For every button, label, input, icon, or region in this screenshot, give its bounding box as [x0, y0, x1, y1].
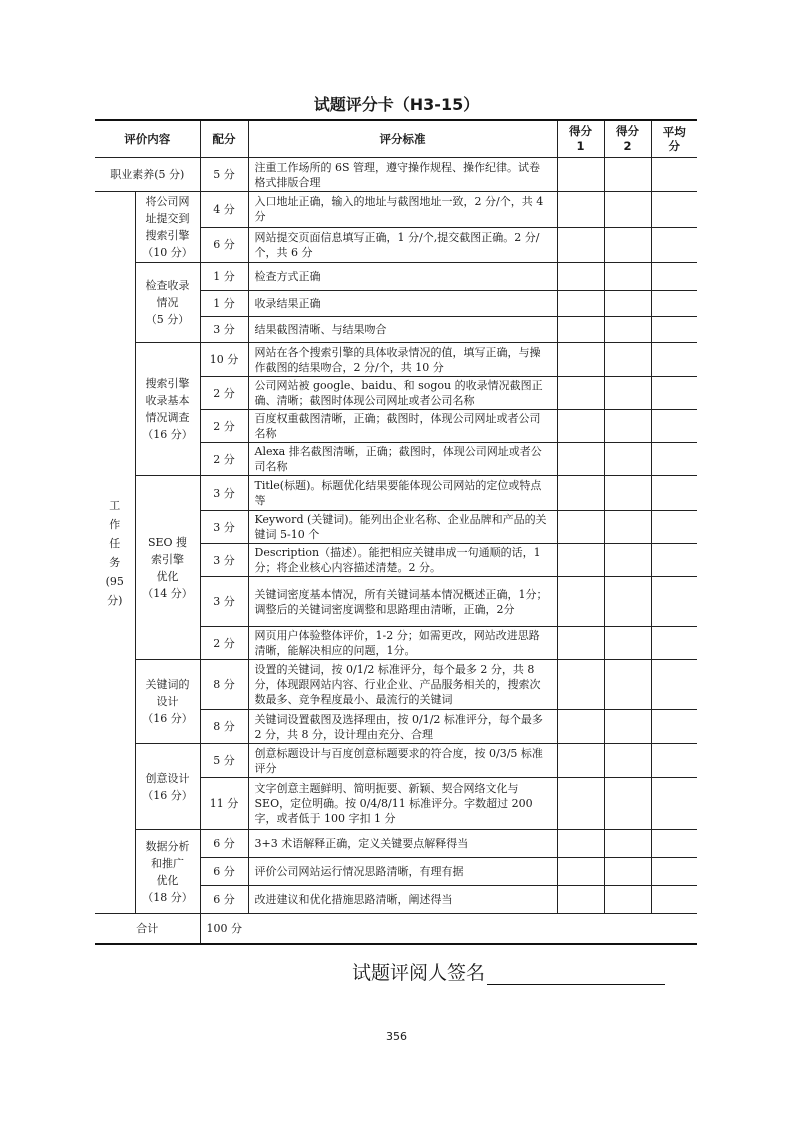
- table-row: [95, 830, 697, 858]
- page-title: 试题评分卡（H3-15）: [313, 95, 480, 114]
- points-cell: 6 分: [200, 227, 248, 263]
- score-2-cell[interactable]: [604, 778, 651, 830]
- criteria-cell: 评价公司网站运行情况思路清晰，有理有据: [248, 858, 557, 886]
- points-cell: 6 分: [200, 830, 248, 858]
- criteria-cell: Keyword (关键词)。能列出企业名称、企业品牌和产品的关键词 5-10 个: [248, 511, 557, 544]
- score-1-cell[interactable]: [557, 627, 604, 660]
- scoring-table: [95, 119, 697, 945]
- criteria-cell: 公司网站被 google、baidu、和 sogou 的收录情况截图正确、清晰；截图时体现公司网址或者公司名称: [248, 377, 557, 410]
- average-cell[interactable]: [651, 858, 697, 886]
- criteria-cell: 关键词密度基本情况，所有关键词基本情况概述正确，1分；调整后的关键词密度调整和思路理由清晰，正确，2分: [248, 577, 557, 627]
- average-cell[interactable]: [651, 660, 697, 710]
- total-points: 100 分: [200, 914, 697, 944]
- header-content: 评价内容: [95, 120, 200, 158]
- criteria-cell: 收录结果正确: [248, 291, 557, 317]
- points-cell: 2 分: [200, 627, 248, 660]
- points-cell: 11 分: [200, 778, 248, 830]
- points-cell: 2 分: [200, 377, 248, 410]
- average-cell[interactable]: [651, 476, 697, 511]
- average-cell[interactable]: [651, 158, 697, 192]
- criteria-cell: 网页用户体验整体评价，1-2 分；如需更改，网站改进思路清晰，能解决相应的问题，1分。: [248, 627, 557, 660]
- table-header-row: [95, 120, 697, 158]
- criteria-cell: Description（描述）。能把相应关键串成一句通顺的话，1分；将企业核心内容描述清楚。2 分。: [248, 544, 557, 577]
- score-2-cell[interactable]: [604, 511, 651, 544]
- table-row: [95, 158, 697, 192]
- header-points: 配分: [200, 120, 248, 158]
- average-cell[interactable]: [651, 627, 697, 660]
- signature-label: 试题评阅人签名: [352, 962, 486, 984]
- group-label: 数据分析 和推广 优化 （18 分）: [135, 830, 200, 914]
- table-row: [95, 263, 697, 291]
- score-1-cell[interactable]: [557, 544, 604, 577]
- average-cell[interactable]: [651, 263, 697, 291]
- score-2-cell[interactable]: [604, 291, 651, 317]
- score-1-cell[interactable]: [557, 660, 604, 710]
- score-1-cell[interactable]: [557, 511, 604, 544]
- signature-line[interactable]: [487, 964, 665, 985]
- score-1-cell[interactable]: [557, 830, 604, 858]
- score-1-cell[interactable]: [557, 778, 604, 830]
- professional-label: 职业素养(5 分): [95, 158, 200, 192]
- score-1-cell[interactable]: [557, 192, 604, 228]
- average-cell[interactable]: [651, 227, 697, 263]
- points-cell: 5 分: [200, 744, 248, 778]
- score-2-cell[interactable]: [604, 660, 651, 710]
- average-cell[interactable]: [651, 544, 697, 577]
- criteria-cell: 检查方式正确: [248, 263, 557, 291]
- points-cell: 8 分: [200, 710, 248, 744]
- score-2-cell[interactable]: [604, 830, 651, 858]
- table-row: [95, 744, 697, 778]
- criteria-cell: 改进建议和优化措施思路清晰，阐述得当: [248, 886, 557, 914]
- score-1-cell[interactable]: [557, 443, 604, 476]
- score-1-cell[interactable]: [557, 886, 604, 914]
- average-cell[interactable]: [651, 830, 697, 858]
- score-2-cell[interactable]: [604, 577, 651, 627]
- points-cell: 10 分: [200, 343, 248, 377]
- signature-area: [352, 958, 665, 985]
- criteria-cell: 3+3 术语解释正确，定义关键要点解释得当: [248, 830, 557, 858]
- points-cell: 3 分: [200, 511, 248, 544]
- total-label: 合计: [95, 914, 200, 944]
- header-score-1: 得分 1: [557, 120, 604, 158]
- score-2-cell[interactable]: [604, 317, 651, 343]
- points-cell: 3 分: [200, 476, 248, 511]
- average-cell[interactable]: [651, 192, 697, 228]
- criteria-cell: 网站在各个搜索引擎的具体收录情况的值，填写正确，与操作截图的结果吻合，2 分/个，共 10 分: [248, 343, 557, 377]
- score-2-cell[interactable]: [604, 377, 651, 410]
- score-1-cell[interactable]: [557, 377, 604, 410]
- page-number: 356: [386, 1030, 407, 1043]
- average-cell[interactable]: [651, 778, 697, 830]
- average-cell[interactable]: [651, 886, 697, 914]
- work-task-label: 工 作 任 务 (95 分): [95, 192, 135, 914]
- average-cell[interactable]: [651, 410, 697, 443]
- points-cell: 3 分: [200, 317, 248, 343]
- average-cell[interactable]: [651, 710, 697, 744]
- table-row: [95, 476, 697, 511]
- criteria-cell: 关键词设置截图及选择理由，按 0/1/2 标准评分，每个最多 2 分，共 8 分，设计理由充分、合理: [248, 710, 557, 744]
- points-cell: 1 分: [200, 263, 248, 291]
- criteria-cell: 网站提交页面信息填写正确，1 分/个,提交截图正确。2 分/个，共 6 分: [248, 227, 557, 263]
- criteria-cell: Alexa 排名截图清晰，正确；截图时，体现公司网址或者公司名称: [248, 443, 557, 476]
- points-cell: 2 分: [200, 443, 248, 476]
- criteria-cell: 百度权重截图清晰，正确；截图时，体现公司网址或者公司名称: [248, 410, 557, 443]
- points-cell: 1 分: [200, 291, 248, 317]
- score-2-cell[interactable]: [604, 886, 651, 914]
- header-score-2: 得分 2: [604, 120, 651, 158]
- group-label: SEO 搜 索引擎 优化 （14 分）: [135, 476, 200, 660]
- total-row: [95, 914, 697, 944]
- score-1-cell[interactable]: [557, 263, 604, 291]
- score-2-cell[interactable]: [604, 744, 651, 778]
- score-1-cell[interactable]: [557, 710, 604, 744]
- group-label: 检查收录 情况 （5 分）: [135, 263, 200, 343]
- points-cell: 8 分: [200, 660, 248, 710]
- score-2-cell[interactable]: [604, 158, 651, 192]
- score-2-cell[interactable]: [604, 410, 651, 443]
- score-1-cell[interactable]: [557, 291, 604, 317]
- score-2-cell[interactable]: [604, 476, 651, 511]
- score-2-cell[interactable]: [604, 544, 651, 577]
- group-label: 创意设计 （16 分）: [135, 744, 200, 830]
- average-cell[interactable]: [651, 744, 697, 778]
- criteria-cell: 结果截图清晰、与结果吻合: [248, 317, 557, 343]
- score-2-cell[interactable]: [604, 627, 651, 660]
- average-cell[interactable]: [651, 291, 697, 317]
- table-row: [95, 343, 697, 377]
- score-1-cell[interactable]: [557, 158, 604, 192]
- average-cell[interactable]: [651, 317, 697, 343]
- score-2-cell[interactable]: [604, 443, 651, 476]
- average-cell[interactable]: [651, 577, 697, 627]
- average-cell[interactable]: [651, 511, 697, 544]
- criteria-cell: 注重工作场所的 6S 管理，遵守操作规程、操作纪律。试卷格式排版合理: [248, 158, 557, 192]
- header-average: 平均 分: [651, 120, 697, 158]
- points-cell: 3 分: [200, 544, 248, 577]
- criteria-cell: 创意标题设计与百度创意标题要求的符合度，按 0/3/5 标准评分: [248, 744, 557, 778]
- points-cell: 2 分: [200, 410, 248, 443]
- group-label: 搜索引擎 收录基本 情况调查 （16 分）: [135, 343, 200, 476]
- table-row: [95, 192, 697, 228]
- score-1-cell[interactable]: [557, 476, 604, 511]
- average-cell[interactable]: [651, 377, 697, 410]
- group-label: 将公司网 址提交到 搜索引擎 （10 分）: [135, 192, 200, 263]
- average-cell[interactable]: [651, 443, 697, 476]
- points-cell: 4 分: [200, 192, 248, 228]
- points-cell: 5 分: [200, 158, 248, 192]
- table-row: [95, 660, 697, 710]
- score-2-cell[interactable]: [604, 858, 651, 886]
- points-cell: 6 分: [200, 886, 248, 914]
- score-1-cell[interactable]: [557, 744, 604, 778]
- score-1-cell[interactable]: [557, 577, 604, 627]
- score-2-cell[interactable]: [604, 192, 651, 228]
- score-1-cell[interactable]: [557, 227, 604, 263]
- score-1-cell[interactable]: [557, 410, 604, 443]
- criteria-cell: Title(标题)。标题优化结果要能体现公司网站的定位或特点等: [248, 476, 557, 511]
- score-2-cell[interactable]: [604, 343, 651, 377]
- criteria-cell: 文字创意主题鲜明、简明扼要、新颖、契合网络文化与SEO，定位明确。按 0/4/8/11 标准评分。字数超过 200 字，或者低于 100 字扣 1 分: [248, 778, 557, 830]
- criteria-cell: 入口地址正确，输入的地址与截图地址一致，2 分/个，共 4 分: [248, 192, 557, 228]
- score-2-cell[interactable]: [604, 710, 651, 744]
- score-2-cell[interactable]: [604, 263, 651, 291]
- points-cell: 3 分: [200, 577, 248, 627]
- group-label: 关键词的 设计 （16 分）: [135, 660, 200, 744]
- score-1-cell[interactable]: [557, 317, 604, 343]
- score-2-cell[interactable]: [604, 227, 651, 263]
- points-cell: 6 分: [200, 858, 248, 886]
- criteria-cell: 设置的关键词，按 0/1/2 标准评分，每个最多 2 分，共 8分，体现跟网站内容、行业企业、产品服务相关的，搜索次数最多、竞争程度最小、最流行的关键词: [248, 660, 557, 710]
- average-cell[interactable]: [651, 343, 697, 377]
- score-1-cell[interactable]: [557, 343, 604, 377]
- score-1-cell[interactable]: [557, 858, 604, 886]
- header-criteria: 评分标准: [248, 120, 557, 158]
